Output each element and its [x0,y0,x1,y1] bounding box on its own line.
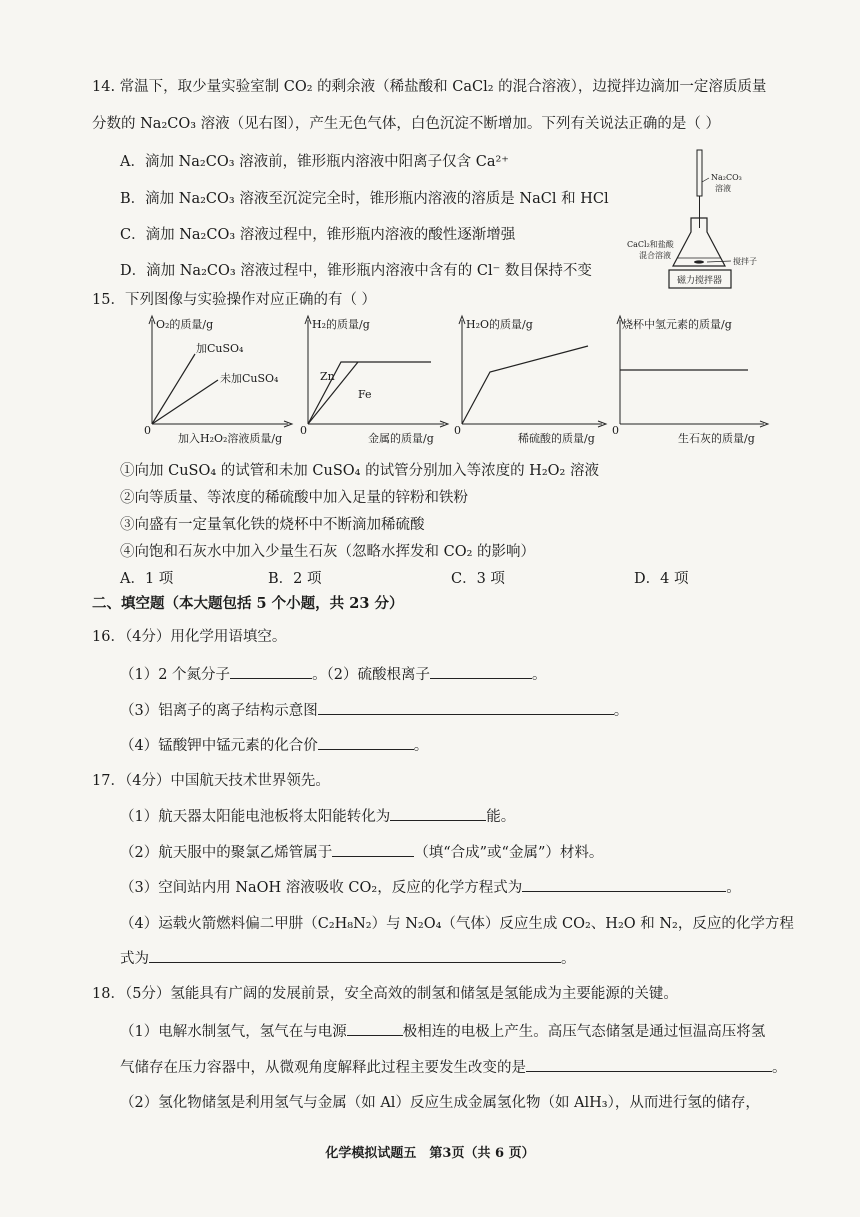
q17-part-4: （4）运载火箭燃料偏二甲肼（C₂H₈N₂）与 N₂O₄（气体）反应生成 CO₂、H₂O 和 N₂，反应的化学方程 [120,916,794,932]
q17-part4b-label: 式为 [120,951,149,967]
q18-part1c-label: 气储存在压力容器中，从微观角度解释此过程主要发生改变的是 [120,1060,526,1076]
q14-apparatus-figure [625,148,780,298]
q15-graph-2 [296,312,456,452]
q16-part1-label: （1）2 个氮分子 [120,667,231,683]
section2-heading: 二、填空题（本大题包括 5 个小题，共 23 分） [92,595,404,612]
graph1-origin: 0 [144,424,151,437]
q17-part1-end: 能。 [486,809,516,825]
q18-stem: 18．（5分）氢能具有广阔的发展前景，安全高效的制氢和储氢是氢能成为主要能源的关键。 [92,986,678,1002]
q17-part1-label: （1）航天器太阳能电池板将太阳能转化为 [120,809,391,825]
page-footer: 化学模拟试题五 第3页（共 6 页） [325,1146,535,1161]
q18-answer-1-blank[interactable] [347,1021,403,1036]
q15-option-d: D．4 项 [634,571,689,587]
q17-part-3 [120,877,741,898]
q16-part2-end: 。 [532,667,547,683]
graph4-ylabel: 烧杯中氢元素的质量/g [622,318,732,331]
q14-stem-line2: 分数的 Na₂CO₃ 溶液（见右图），产生无色气体，白色沉淀不断增加。下列有关说法正确的是（ ） [92,116,721,132]
dropper-icon [697,150,702,196]
q17-part-2 [120,842,603,863]
q16-stem: 16．（4分）用化学用语填空。 [92,629,287,645]
q16-answer-1-blank[interactable] [230,664,312,679]
q15-option-c: C．3 项 [451,571,505,587]
graph1-label-with: 加CuSO₄ [196,342,244,355]
flask-label-2: 混合溶液 [639,251,671,260]
q15-graph-1 [140,312,300,452]
flask-label-1: CaCl₂和盐酸 [627,240,674,249]
graph2-ylabel: H₂的质量/g [312,318,370,331]
q16-answer-2-blank[interactable] [430,664,532,679]
q14-option-a: A．滴加 Na₂CO₃ 溶液前，锥形瓶内溶液中阳离子仅含 Ca²⁺ [120,154,509,170]
q14-option-b: B．滴加 Na₂CO₃ 溶液至沉淀完全时，锥形瓶内溶液的溶质是 NaCl 和 HCl [120,191,609,207]
q16-answer-3-blank[interactable] [318,700,614,715]
q18-part1-label: （1）电解水制氢气，氢气在与电源 [120,1024,347,1040]
q17-part3-label: （3）空间站内用 NaOH 溶液吸收 CO₂，反应的化学方程式为 [120,880,523,896]
graph4-xlabel: 生石灰的质量/g [678,432,755,445]
dropper-label-2: 溶液 [715,184,731,193]
graph1-xlabel: 加入H₂O₂溶液质量/g [178,432,283,445]
q15-graph-4 [608,312,778,452]
q17-part2-end: （填“合成”或“金属”）材料。 [414,845,604,861]
q15-statement-3: ③向盛有一定量氧化铁的烧杯中不断滴加稀硫酸 [120,517,425,533]
graph2-xlabel: 金属的质量/g [368,432,434,445]
graph1-label-without: 未加CuSO₄ [220,372,279,385]
graph2-origin: 0 [300,424,307,437]
stirrer-base-label: 磁力搅拌器 [677,276,723,286]
graph4-origin: 0 [612,424,619,437]
q17-part3-end: 。 [726,880,741,896]
q16-part-4 [120,735,428,756]
q18-answer-2-blank[interactable] [526,1057,772,1072]
q15-statement-4: ④向饱和石灰水中加入少量生石灰（忽略水挥发和 CO₂ 的影响） [120,544,536,560]
graph3-ylabel: H₂O的质量/g [466,318,533,331]
graph1-line-with-cuso4 [152,354,195,424]
q14-stem-line1: 14. 常温下，取少量实验室制 CO₂ 的剩余液（稀盐酸和 CaCl₂ 的混合溶液），边搅拌边滴加一定溶质质量 [92,79,767,95]
graph3-origin: 0 [454,424,461,437]
q14-option-d: D．滴加 Na₂CO₃ 溶液过程中，锥形瓶内溶液中含有的 Cl⁻ 数目保持不变 [120,263,592,279]
q15-option-a: A．1 项 [120,571,174,587]
q17-answer-1-blank[interactable] [390,806,486,821]
q18-part-1-cont [120,1057,787,1078]
graph3-xlabel: 稀硫酸的质量/g [518,432,595,445]
dropper-label-1: Na₂CO₃ [711,173,742,182]
q16-part4-end: 。 [413,738,429,754]
q15-graph-3 [450,312,615,452]
q17-part-1 [120,806,515,827]
q17-part4-end: 。 [561,951,576,967]
q16-part3-end: 。 [613,703,629,719]
q17-answer-2-blank[interactable] [332,842,414,857]
q17-part-4-answer [120,948,576,969]
q16-part4-label: （4）锰酸钾中锰元素的化合价 [120,738,318,754]
q17-part2-label: （2）航天服中的聚氯乙烯管属于 [120,845,333,861]
q16-part3-label: （3）铝离子的离子结构示意图 [120,703,318,719]
graph1-ylabel: O₂的质量/g [156,318,214,331]
q18-part-1 [120,1021,765,1042]
q18-part-2: （2）氢化物储氢是利用氢气与金属（如 Al）反应生成金属氢化物（如 AlH₃），从而进行氢的储存， [120,1095,760,1111]
q14-option-c: C．滴加 Na₂CO₃ 溶液过程中，锥形瓶内溶液的酸性逐渐增强 [120,227,516,243]
stir-bar-icon [694,260,704,263]
q15-stem: 15．下列图像与实验操作对应正确的有（ ） [92,292,377,308]
graph2-label-fe: Fe [358,388,372,401]
q15-statement-1: ①向加 CuSO₄ 的试管和未加 CuSO₄ 的试管分别加入等浓度的 H₂O₂ 溶液 [120,463,599,479]
q17-answer-3-blank[interactable] [522,877,726,892]
q17-answer-4-blank[interactable] [149,948,561,963]
graph2-label-zn: Zn [320,370,335,383]
q15-option-b: B．2 项 [268,571,322,587]
q15-statement-2: ②向等质量、等浓度的稀硫酸中加入足量的锌粉和铁粉 [120,490,468,506]
graph1-line-without-cuso4 [152,380,218,424]
q16-part-1-2 [120,664,547,685]
q17-stem: 17．（4分）中国航天技术世界领先。 [92,773,330,789]
q16-part-3 [120,700,628,721]
q18-part1-cont: 极相连的电极上产生。高压气态储氢是通过恒温高压将氢 [402,1024,766,1040]
q16-answer-4-blank[interactable] [318,735,414,750]
q18-part1-end: 。 [772,1060,787,1076]
q16-part2-label: 。（2）硫酸根离子 [312,667,431,683]
stirrer-label: 搅拌子 [733,257,757,266]
graph3-line [462,346,588,424]
